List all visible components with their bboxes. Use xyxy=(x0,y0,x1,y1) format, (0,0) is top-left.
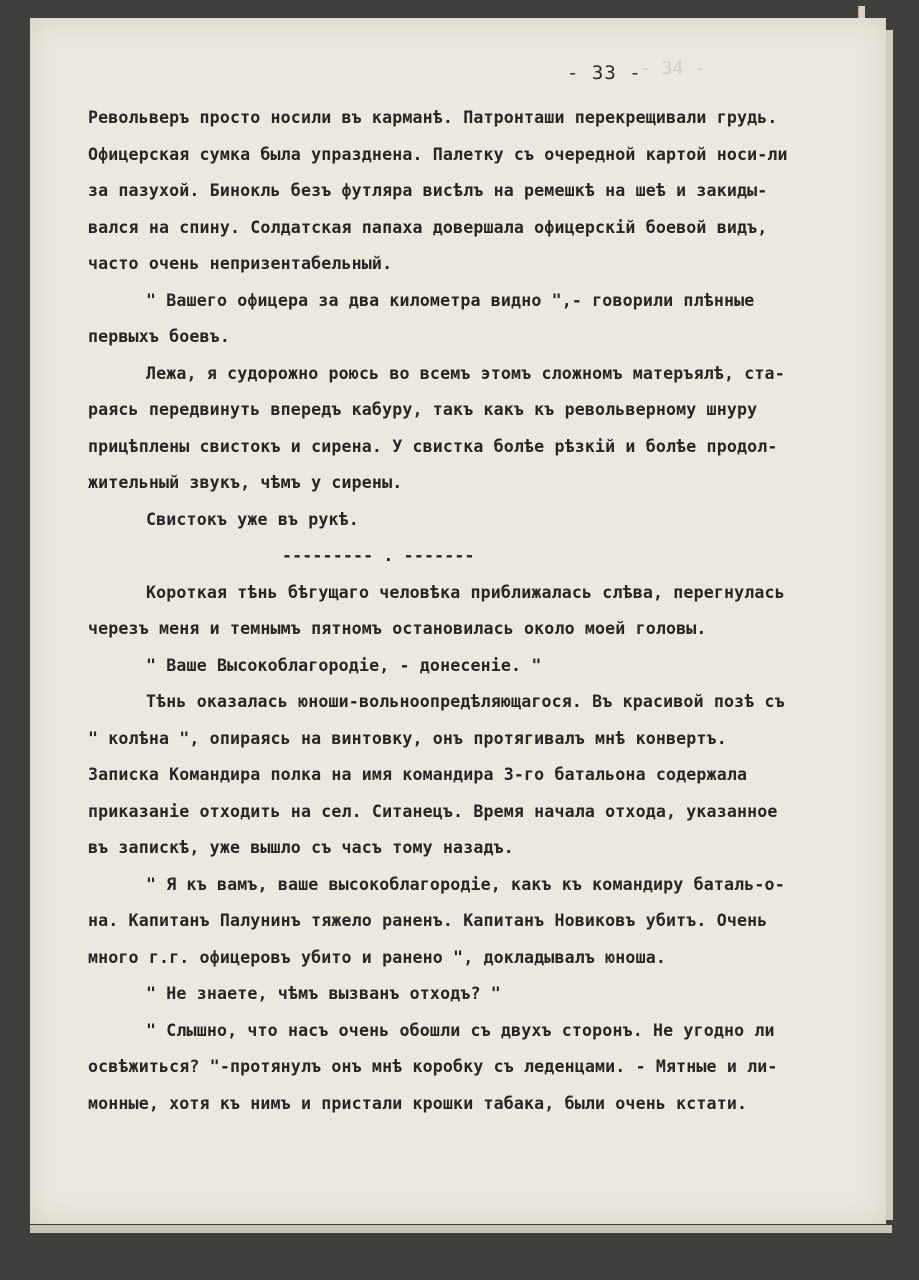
text-line: " Не знаете, чѣмъ вызванъ отходъ? " xyxy=(146,984,501,1003)
text-line: " Ваше Высокоблагородіе, - донесеніе. " xyxy=(146,655,542,675)
text-line: Офицерская сумка была упразднена. Палетку съ очередной картой носи-ли xyxy=(88,144,788,164)
section-divider: --------- . ------- xyxy=(282,546,475,565)
text-line: вался на спину. Солдатская папаха довершала офицерскій боевой видъ, xyxy=(88,217,768,237)
text-line: Лежа, я судорожно роюсь во всемъ этомъ сложномъ матеръялѣ, ста- xyxy=(146,363,785,383)
text-block-before-divider xyxy=(88,100,888,538)
typewritten-page xyxy=(30,18,886,1224)
text-line: " Слышно, что насъ очень обошли съ двухъ сторонъ. Не угодно ли xyxy=(146,1020,775,1040)
text-line: часто очень непризентабельный. xyxy=(88,254,393,273)
text-line: въ запискѣ, уже вышло съ часъ тому назадъ. xyxy=(88,838,514,857)
text-line: за пазухой. Бинокль безъ футляра висѣлъ на ремешкѣ на шеѣ и закиды- xyxy=(88,181,768,200)
text-line: монные, хотя къ нимъ и пристали крошки табака, были очень кстати. xyxy=(88,1093,748,1113)
text-line: первыхъ боевъ. xyxy=(88,327,230,346)
page-edge xyxy=(30,1225,892,1233)
text-line: Записка Командира полка на имя командира 3-го батальона содержала xyxy=(88,765,748,784)
text-line: на. Капитанъ Палунинъ тяжело раненъ. Капитанъ Новиковъ убитъ. Очень xyxy=(88,911,768,930)
text-line: " колѣна ", опираясь на винтовку, онъ протягивалъ мнѣ конвертъ. xyxy=(88,728,727,748)
text-block-after-divider xyxy=(88,575,888,1123)
text-line: приказаніе отходить на сел. Ситанецъ. Время начала отхода, указанное xyxy=(88,801,778,821)
text-line: " Вашего офицера за два километра видно ",- говорили плѣнные xyxy=(146,290,755,310)
text-line: освѣжиться? "-протянулъ онъ мнѣ коробку съ леденцами. - Мятные и ли- xyxy=(88,1057,778,1076)
text-line: Короткая тѣнь бѣгущаго человѣка приближалась слѣва, перегнулась xyxy=(146,582,785,602)
page-number: - 33 - xyxy=(567,62,642,84)
text-line: жительный звукъ, чѣмъ у сирены. xyxy=(88,473,403,492)
text-line: Свистокъ уже въ рукѣ. xyxy=(146,509,359,529)
text-line: прицѣплены свистокъ и сирена. У свистка болѣе рѣзкій и болѣе продол- xyxy=(88,436,778,456)
text-line: Тѣнь оказалась юноши-вольноопредѣляющагося. Въ красивой позѣ съ xyxy=(146,692,785,711)
text-line: Револьверъ просто носили въ карманѣ. Патронташи перекрещивали грудь. xyxy=(88,108,778,127)
text-line: черезъ меня и темнымъ пятномъ остановилась около моей головы. xyxy=(88,619,707,638)
page-body xyxy=(88,100,888,1122)
bleed-through-page-number: - 34 - xyxy=(640,58,706,79)
text-line: раясь передвинуть впередъ кабуру, такъ какъ къ револьверному шнуру xyxy=(88,400,758,419)
text-line: много г.г. офицеровъ убито и ранено ", докладывалъ юноша. xyxy=(88,947,666,967)
text-line: " Я къ вамъ, ваше высокоблагородіе, какъ къ командиру баталь-о- xyxy=(146,874,785,894)
